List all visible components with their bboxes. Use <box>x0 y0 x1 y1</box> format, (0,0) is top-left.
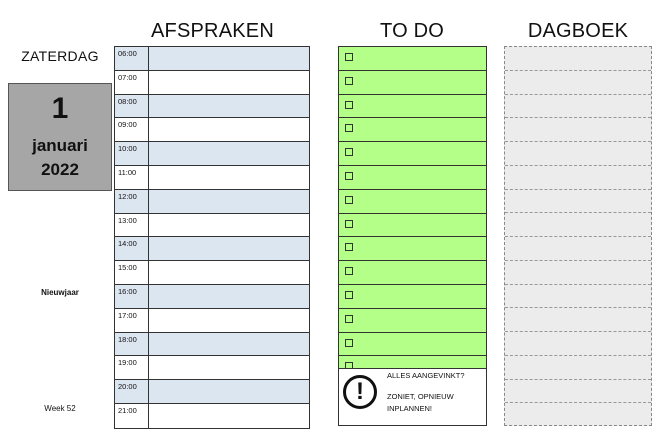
todo-item[interactable] <box>339 190 486 214</box>
todo-item[interactable] <box>339 285 486 309</box>
time-label: 12:00 <box>115 190 149 213</box>
time-label: 11:00 <box>115 166 149 189</box>
appointment-slot[interactable] <box>149 47 309 70</box>
appointment-slot[interactable] <box>149 356 309 379</box>
note-line-2: ZONIET, OPNIEUW INPLANNEN! <box>387 392 454 413</box>
todo-item[interactable] <box>339 309 486 333</box>
diary-area[interactable] <box>504 46 652 426</box>
appointment-slot[interactable] <box>149 380 309 403</box>
time-slot-row <box>115 404 309 428</box>
diary-line[interactable] <box>505 166 651 190</box>
diary-line[interactable] <box>505 71 651 95</box>
diary-line[interactable] <box>505 308 651 332</box>
time-label: 16:00 <box>115 285 149 308</box>
appointment-slot[interactable] <box>149 190 309 213</box>
diary-line[interactable] <box>505 95 651 119</box>
time-label: 21:00 <box>115 404 149 428</box>
checkbox-icon[interactable] <box>345 172 353 180</box>
time-slot-row <box>115 118 309 142</box>
diary-line[interactable] <box>505 332 651 356</box>
appointment-slot[interactable] <box>149 309 309 332</box>
diary-line[interactable] <box>505 380 651 404</box>
todo-item[interactable] <box>339 47 486 71</box>
todo-item[interactable] <box>339 118 486 142</box>
month-label: januari <box>32 136 88 155</box>
appointment-slot[interactable] <box>149 118 309 141</box>
date-box <box>8 83 112 191</box>
checkbox-icon[interactable] <box>345 196 353 204</box>
checkbox-icon[interactable] <box>345 220 353 228</box>
time-slot-row <box>115 261 309 285</box>
week-label: Week 52 <box>44 404 76 413</box>
diary-line[interactable] <box>505 118 651 142</box>
time-slot-row <box>115 71 309 95</box>
diary-line[interactable] <box>505 356 651 380</box>
holiday-label: Nieuwjaar <box>41 288 79 297</box>
time-slot-row <box>115 237 309 261</box>
appointments-header: AFSPRAKEN <box>151 20 274 42</box>
time-label: 14:00 <box>115 237 149 260</box>
time-label: 10:00 <box>115 142 149 165</box>
checkbox-icon[interactable] <box>345 291 353 299</box>
checkbox-icon[interactable] <box>345 101 353 109</box>
reschedule-note <box>338 368 487 426</box>
time-slot-row <box>115 95 309 119</box>
appointment-slot[interactable] <box>149 166 309 189</box>
appointment-slot[interactable] <box>149 404 309 428</box>
time-slot-row <box>115 142 309 166</box>
time-label: 06:00 <box>115 47 149 70</box>
appointment-slot[interactable] <box>149 71 309 94</box>
diary-line[interactable] <box>505 142 651 166</box>
appointment-slot[interactable] <box>149 333 309 356</box>
appointments-grid <box>114 46 310 429</box>
time-slot-row <box>115 214 309 238</box>
year-label: 2022 <box>41 160 79 179</box>
day-number: 1 <box>51 92 69 125</box>
todo-list <box>338 46 487 381</box>
diary-header: DAGBOEK <box>527 20 629 42</box>
time-label: 08:00 <box>115 95 149 118</box>
appointment-slot[interactable] <box>149 214 309 237</box>
time-slot-row <box>115 166 309 190</box>
time-label: 07:00 <box>115 71 149 94</box>
weekday-label: ZATERDAG <box>21 48 99 64</box>
checkbox-icon[interactable] <box>345 315 353 323</box>
exclamation-icon: ! <box>343 375 377 409</box>
diary-line[interactable] <box>505 47 651 71</box>
time-slot-row <box>115 190 309 214</box>
time-label: 15:00 <box>115 261 149 284</box>
checkbox-icon[interactable] <box>345 148 353 156</box>
checkbox-icon[interactable] <box>345 267 353 275</box>
checkbox-icon[interactable] <box>345 243 353 251</box>
diary-line[interactable] <box>505 213 651 237</box>
time-label: 19:00 <box>115 356 149 379</box>
diary-line[interactable] <box>505 237 651 261</box>
time-slot-row <box>115 309 309 333</box>
todo-header: TO DO <box>380 20 444 42</box>
todo-item[interactable] <box>339 71 486 95</box>
note-line-1: ALLES AANGEVINKT? <box>387 371 465 380</box>
time-label: 13:00 <box>115 214 149 237</box>
time-label: 17:00 <box>115 309 149 332</box>
todo-item[interactable] <box>339 166 486 190</box>
appointment-slot[interactable] <box>149 237 309 260</box>
appointment-slot[interactable] <box>149 285 309 308</box>
checkbox-icon[interactable] <box>345 77 353 85</box>
time-slot-row <box>115 47 309 71</box>
diary-line[interactable] <box>505 190 651 214</box>
time-slot-row <box>115 380 309 404</box>
time-slot-row <box>115 285 309 309</box>
todo-item[interactable] <box>339 237 486 261</box>
todo-item[interactable] <box>339 214 486 238</box>
appointment-slot[interactable] <box>149 261 309 284</box>
todo-item[interactable] <box>339 95 486 119</box>
diary-line[interactable] <box>505 285 651 309</box>
diary-line[interactable] <box>505 261 651 285</box>
todo-item[interactable] <box>339 261 486 285</box>
appointment-slot[interactable] <box>149 95 309 118</box>
checkbox-icon[interactable] <box>345 124 353 132</box>
diary-line[interactable] <box>505 403 651 427</box>
time-slot-row <box>115 356 309 380</box>
appointment-slot[interactable] <box>149 142 309 165</box>
todo-item[interactable] <box>339 142 486 166</box>
time-label: 20:00 <box>115 380 149 403</box>
checkbox-icon[interactable] <box>345 339 353 347</box>
checkbox-icon[interactable] <box>345 53 353 61</box>
todo-item[interactable] <box>339 333 486 357</box>
time-label: 09:00 <box>115 118 149 141</box>
time-slot-row <box>115 333 309 357</box>
time-label: 18:00 <box>115 333 149 356</box>
